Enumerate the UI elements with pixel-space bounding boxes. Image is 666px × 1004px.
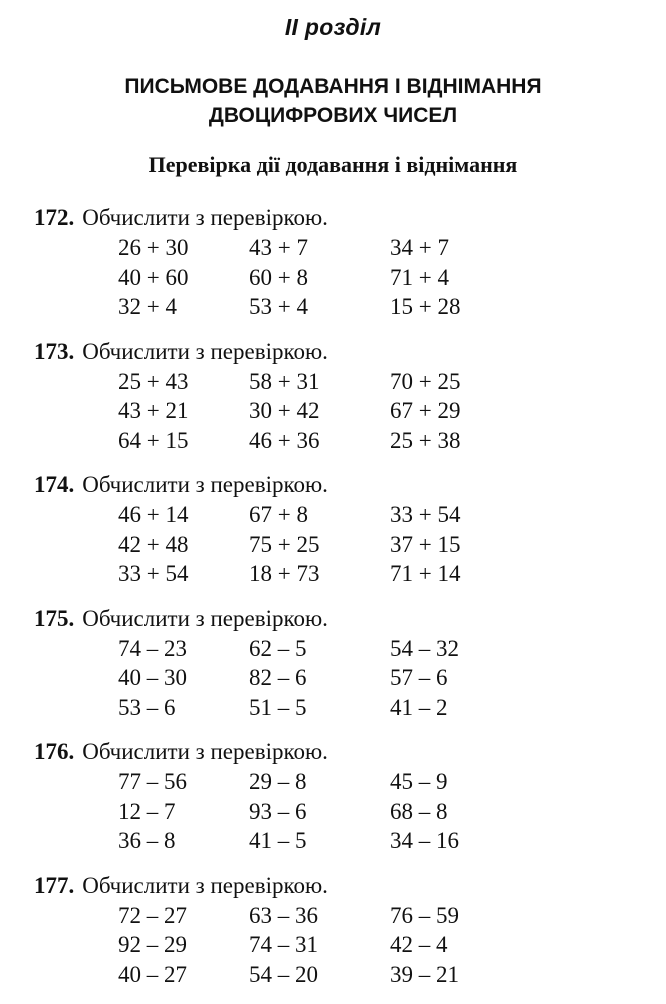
math-expression: 54 – 32 [390, 635, 459, 661]
math-expression: 51 – 5 [249, 694, 307, 720]
math-expression: 18 + 73 [249, 561, 320, 586]
exercise-block [34, 604, 654, 723]
math-expression: 41 – 2 [390, 694, 448, 720]
math-expression: 67 + 29 [390, 398, 461, 423]
exercise-number: 174. [34, 472, 75, 497]
math-expression: 45 – 9 [390, 769, 448, 794]
exercise-heading [34, 737, 654, 767]
math-expression: 26 + 30 [118, 235, 189, 260]
math-expression: 29 – 8 [249, 769, 307, 794]
exercise-heading [34, 871, 654, 901]
math-expression: 76 – 59 [390, 902, 459, 928]
math-expression: 34 – 16 [390, 828, 459, 853]
exercise-block [34, 871, 654, 990]
math-expression: 39 – 21 [390, 961, 459, 987]
math-expression: 58 + 31 [249, 368, 320, 394]
expression-grid [118, 233, 654, 322]
math-expression: 60 + 8 [249, 264, 308, 290]
math-expression: 72 – 27 [118, 902, 187, 928]
math-expression: 46 + 36 [249, 427, 320, 453]
math-expression: 25 + 43 [118, 368, 189, 394]
math-expression: 53 – 6 [118, 694, 176, 720]
exercise-block [34, 737, 654, 856]
math-expression: 12 – 7 [118, 798, 176, 824]
exercise-instruction: Обчислити з перевіркою. [82, 338, 328, 364]
math-expression: 30 + 42 [249, 398, 320, 423]
math-expression: 36 – 8 [118, 828, 176, 853]
exercise-block [34, 203, 654, 322]
math-expression: 46 + 14 [118, 502, 189, 527]
math-expression: 82 – 6 [249, 665, 307, 690]
math-expression: 93 – 6 [249, 798, 307, 824]
math-expression: 40 + 60 [118, 264, 189, 290]
math-expression: 25 + 38 [390, 427, 461, 453]
math-expression: 15 + 28 [390, 294, 461, 319]
math-expression: 74 – 23 [118, 635, 187, 661]
expression-grid [118, 767, 654, 856]
expression-grid [118, 634, 654, 723]
math-expression: 64 + 15 [118, 427, 189, 453]
section-label: II розділ [284, 14, 382, 40]
exercise-instruction: Обчислити з перевіркою. [82, 205, 328, 230]
math-expression: 42 + 48 [118, 531, 189, 557]
exercise-instruction: Обчислити з перевіркою. [82, 739, 328, 764]
math-expression: 33 + 54 [118, 561, 189, 586]
exercise-number: 177. [34, 872, 75, 898]
expression-grid [118, 500, 654, 589]
expression-grid [118, 901, 654, 990]
math-expression: 63 – 36 [249, 902, 318, 928]
exercise-heading [34, 470, 654, 500]
math-expression: 43 + 7 [249, 235, 308, 260]
math-expression: 71 + 4 [390, 264, 449, 290]
exercise-heading [34, 337, 654, 367]
math-expression: 42 – 4 [390, 932, 448, 957]
math-expression: 75 + 25 [249, 531, 320, 557]
math-expression: 43 + 21 [118, 398, 189, 423]
exercise-block [34, 470, 654, 589]
math-expression: 57 – 6 [390, 665, 448, 690]
exercise-number: 173. [34, 338, 75, 364]
exercise-number: 175. [34, 605, 75, 631]
chapter-title-line-1: ПИСЬМОВЕ ДОДАВАННЯ І ВІДНІМАННЯ [124, 75, 542, 98]
math-expression: 40 – 30 [118, 665, 187, 690]
exercise-instruction: Обчислити з перевіркою. [82, 872, 328, 898]
exercise-block [34, 337, 654, 456]
exercise-heading [34, 604, 654, 634]
math-expression: 70 + 25 [390, 368, 461, 394]
chapter-title-line-2: ДВОЦИФРОВИХ ЧИСЕЛ [208, 104, 458, 127]
math-expression: 33 + 54 [390, 502, 461, 527]
math-expression: 67 + 8 [249, 502, 308, 527]
exercise-heading [34, 203, 654, 233]
math-expression: 54 – 20 [249, 961, 318, 987]
exercise-instruction: Обчислити з перевіркою. [82, 472, 328, 497]
math-expression: 41 – 5 [249, 828, 307, 853]
math-expression: 53 + 4 [249, 294, 308, 319]
chapter-title [0, 72, 666, 130]
math-expression: 71 + 14 [390, 561, 461, 586]
exercise-number: 176. [34, 739, 75, 764]
math-expression: 62 – 5 [249, 635, 307, 661]
math-expression: 40 – 27 [118, 961, 187, 987]
math-expression: 37 + 15 [390, 531, 461, 557]
math-expression: 34 + 7 [390, 235, 449, 260]
math-expression: 77 – 56 [118, 769, 187, 794]
math-expression: 68 – 8 [390, 798, 448, 824]
math-expression: 74 – 31 [249, 932, 318, 957]
math-expression: 32 + 4 [118, 294, 177, 319]
expression-grid [118, 367, 654, 456]
topic-subtitle: Перевірка дії додавання і віднімання [148, 152, 518, 177]
exercise-instruction: Обчислити з перевіркою. [82, 605, 328, 631]
exercise-list [34, 203, 654, 1004]
exercise-number: 172. [34, 205, 75, 230]
math-expression: 92 – 29 [118, 932, 187, 957]
